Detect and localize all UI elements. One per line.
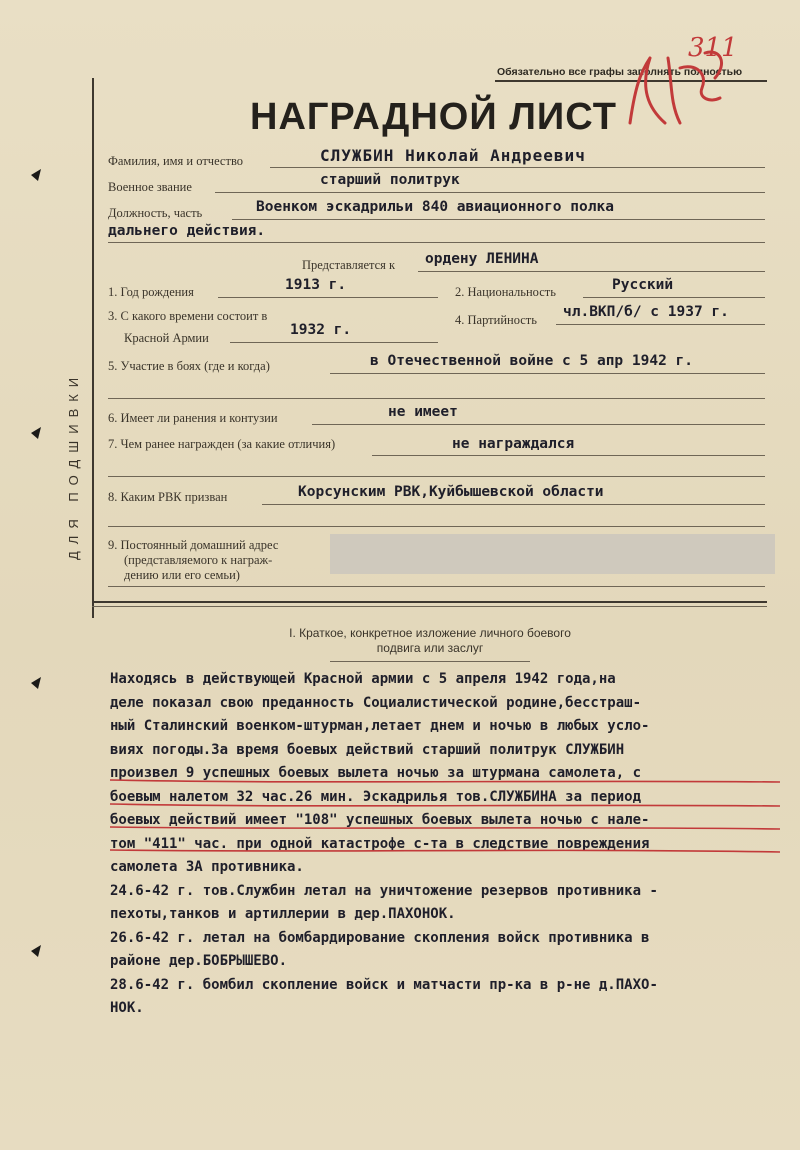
section-heading-line2: подвига или заслуг xyxy=(376,641,484,655)
body-line: районе дер.БОБРЫШЕВО. xyxy=(110,953,288,969)
rvk-underline xyxy=(262,504,765,505)
award-value: ордену ЛЕНИНА xyxy=(425,251,539,267)
army-since-value: 1932 г. xyxy=(290,322,352,338)
document-title: НАГРАДНОЙ ЛИСТ xyxy=(250,96,617,138)
post-value-line2: дальнего действия. xyxy=(108,223,266,239)
body-line: Находясь в действующей Красной армии с 5 апреля 1942 года,на xyxy=(110,671,616,687)
prior-awards-label: 7. Чем ранее награжден (за какие отличия) xyxy=(108,437,336,451)
body-line: 24.6-42 г. тов.Службин летал на уничтожение резервов противника - xyxy=(110,882,658,899)
birth-underline xyxy=(218,297,438,298)
prior-awards-underline-2 xyxy=(108,476,765,477)
rank-underline xyxy=(215,192,765,193)
rvk-label: 8. Каким РВК призван xyxy=(108,490,228,504)
post-underline-1 xyxy=(232,219,765,220)
battles-value: в Отечественной войне с 5 апр 1942 г. xyxy=(370,353,694,369)
nationality-label: 2. Национальность xyxy=(455,285,556,299)
binding-side-label: ДЛЯ ПОДШИВКИ xyxy=(66,370,81,560)
army-since-label-line1: 3. С какого времени состоит в xyxy=(108,309,268,323)
address-label-line2: (представляемого к награж- xyxy=(124,553,273,567)
name-value: СЛУЖБИН Николай Андреевич xyxy=(320,146,586,165)
prior-awards-value: не награждался xyxy=(452,436,575,452)
red-underline-marks xyxy=(100,760,790,860)
body-line: самолета ЗА противника. xyxy=(110,859,304,875)
birth-label: 1. Год рождения xyxy=(108,285,194,299)
birth-value: 1913 г. xyxy=(285,277,347,293)
body-line: боевым налетом 32 час.26 мин. Эскадрилья тов.СЛУЖБИНА за период xyxy=(110,788,642,805)
section-heading-underline xyxy=(330,661,530,662)
prior-awards-underline xyxy=(372,455,765,456)
left-margin-line xyxy=(92,78,94,618)
red-pencil-mark xyxy=(610,28,760,138)
army-since-label-line2: Красной Армии xyxy=(124,331,209,345)
address-label-line1: 9. Постоянный домашний адрес xyxy=(108,538,279,552)
body-line: 26.6-42 г. летал на бомбардирование скопления войск противника в xyxy=(110,929,650,946)
body-line: том "411" час. при одной катастрофе с-та в следствие повреждения xyxy=(110,835,650,852)
battles-label: 5. Участие в боях (где и когда) xyxy=(108,359,270,373)
battles-underline-2 xyxy=(108,398,765,399)
binding-hole-bottom xyxy=(30,944,42,958)
header-instruction: Обязательно все графы заполнять полностью xyxy=(497,66,743,78)
body-line: ный Сталинский военком-штурман,летает днем и ночью в любых усло- xyxy=(110,718,650,734)
binding-hole-top xyxy=(30,168,42,182)
post-label: Должность, часть xyxy=(108,206,203,220)
rank-value: старший политрук xyxy=(320,172,460,188)
section-separator-top xyxy=(92,601,767,603)
section-heading-line1: I. Краткое, конкретное изложение личного боевого xyxy=(289,626,571,640)
rvk-underline-2 xyxy=(108,526,765,527)
party-underline xyxy=(556,324,765,325)
address-label-line3: дению или его семьи) xyxy=(124,568,240,582)
nationality-value: Русский xyxy=(612,277,674,293)
name-label: Фамилия, имя и отчество xyxy=(108,154,244,168)
binding-hole-upper xyxy=(30,426,42,440)
section-separator-bottom xyxy=(92,606,767,607)
address-underline xyxy=(108,586,765,587)
handwritten-number: 311 xyxy=(688,33,738,63)
battles-underline xyxy=(330,373,765,374)
wounds-value: не имеет xyxy=(388,404,458,420)
body-line: виях погоды.За время боевых действий старший политрук СЛУЖБИН xyxy=(110,741,625,758)
post-value-line1: Военком эскадрильи 840 авиационного полка xyxy=(256,199,614,215)
section-heading xyxy=(230,626,630,656)
name-underline xyxy=(270,167,765,168)
body-line: произвел 9 успешных боевых вылета ночью за штурмана самолета, с xyxy=(110,765,642,781)
binding-hole-lower xyxy=(30,676,42,690)
army-since-underline xyxy=(230,342,438,343)
address-redaction-block xyxy=(330,534,775,574)
rvk-value: Корсунским РВК,Куйбышевской области xyxy=(298,484,604,500)
body-line: 28.6-42 г. бомбил скопление войск и матчасти пр-ка в р-не д.ПАХО- xyxy=(110,976,658,993)
nationality-underline xyxy=(583,297,765,298)
body-line: НОК. xyxy=(110,1000,144,1016)
body-line: пехоты,танков и артиллерии в дер.ПАХОНОК. xyxy=(110,906,456,922)
body-line: деле показал свою преданность Социалистической родине,бесстраш- xyxy=(110,694,642,711)
wounds-label: 6. Имеет ли ранения и контузии xyxy=(108,411,278,425)
party-label: 4. Партийность xyxy=(455,313,537,327)
award-label: Представляется к xyxy=(302,258,396,272)
party-value: чл.ВКП/б/ с 1937 г. xyxy=(563,304,729,320)
rank-label: Военное звание xyxy=(108,180,192,194)
wounds-underline xyxy=(312,424,765,425)
body-line: боевых действий имеет "108" успешных боевых вылета ночью с нале- xyxy=(110,812,650,828)
post-underline-2 xyxy=(108,242,765,243)
award-underline xyxy=(418,271,765,272)
